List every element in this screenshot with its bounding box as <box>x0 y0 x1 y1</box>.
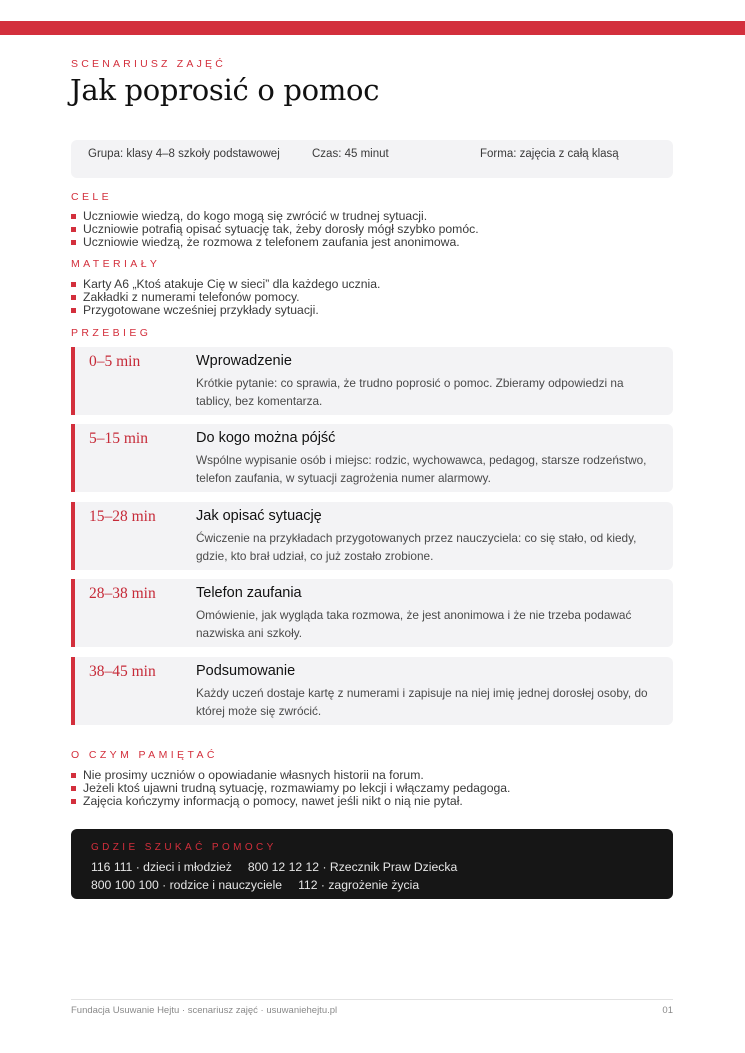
step-description: Każdy uczeń dostaje kartę z numerami i zapisuje na niej imię jednej dorosłej osoby, do której może się zwrócić. <box>196 686 648 718</box>
step-description: Wspólne wypisanie osób i miejsc: rodzic, wychowawca, pedagog, starsze rodzeństwo, telefon zaufania, w sytuacji zagrożenia numer alarmowy. <box>196 453 647 485</box>
meta-time: Czas: 45 minut <box>312 148 389 160</box>
course-label: PRZEBIEG <box>71 327 152 339</box>
lesson-meta-box <box>71 140 673 178</box>
help-line <box>91 860 457 874</box>
meta-form: Forma: zajęcia z całą klasą <box>480 148 619 160</box>
course-step <box>71 579 673 647</box>
help-line <box>91 878 419 892</box>
course-step <box>71 502 673 570</box>
materials-list <box>71 278 380 316</box>
step-time: 38–45 min <box>89 663 156 680</box>
page-number: 01 <box>662 1005 673 1016</box>
materials-label: MATERIAŁY <box>71 258 161 270</box>
step-time: 0–5 min <box>89 353 141 370</box>
list-item: Zakładki z numerami telefonów pomocy. <box>71 291 380 304</box>
footer-divider <box>71 999 673 1000</box>
list-item: Uczniowie wiedzą, że rozmowa z telefonem zaufania jest anonimowa. <box>71 236 479 249</box>
step-description: Ćwiczenie na przykładach przygotowanych przez nauczyciela: co się stało, od kiedy, gdzie, kto brał udział, co już zostało zrobione. <box>196 531 637 563</box>
help-contact: 800 100 100 · rodzice i nauczyciele <box>91 878 283 892</box>
list-item: Uczniowie wiedzą, do kogo mogą się zwrócić w trudnej sytuacji. <box>71 210 479 223</box>
help-contact: 112 · zagrożenie życia <box>298 878 420 892</box>
help-contact: 800 12 12 12 · Rzecznik Praw Dziecka <box>247 860 458 874</box>
list-item: Uczniowie potrafią opisać sytuację tak, żeby dorosły mógł szybko pomóc. <box>71 223 479 236</box>
goals-label: CELE <box>71 191 113 203</box>
step-description: Krótkie pytanie: co sprawia, że trudno poprosić o pomoc. Zbieramy odpowiedzi na tablicy, bez komentarza. <box>196 376 624 408</box>
step-description: Omówienie, jak wygląda taka rozmowa, że jest anonimowa i że nie trzeba podawać nazwiska ani szkoły. <box>196 608 632 640</box>
footer-source: Fundacja Usuwanie Hejtu · scenariusz zajęć · usuwaniehejtu.pl <box>71 1005 338 1016</box>
step-title: Telefon zaufania <box>196 585 302 601</box>
list-item: Jeżeli ktoś ujawni trudną sytuację, rozmawiamy po lekcji i włączamy pedagoga. <box>71 782 510 795</box>
help-contacts-box <box>71 829 673 899</box>
remember-label: O CZYM PAMIĘTAĆ <box>71 749 218 761</box>
help-label: GDZIE SZUKAĆ POMOCY <box>91 842 277 853</box>
step-title: Do kogo można pójść <box>196 430 336 446</box>
list-item: Nie prosimy uczniów o opowiadanie własnych historii na forum. <box>71 769 510 782</box>
document-eyebrow: SCENARIUSZ ZAJĘĆ <box>71 58 227 70</box>
step-time: 15–28 min <box>89 508 156 525</box>
course-step <box>71 424 673 492</box>
step-time: 5–15 min <box>89 430 148 447</box>
course-step <box>71 347 673 415</box>
step-title: Jak opisać sytuację <box>196 508 322 524</box>
help-contact: 116 111 · dzieci i młodzież <box>91 860 232 874</box>
list-item: Przygotowane wcześniej przykłady sytuacji. <box>71 304 380 317</box>
top-accent-bar <box>0 21 745 35</box>
step-time: 28–38 min <box>89 585 156 602</box>
list-item: Karty A6 „Ktoś atakuje Cię w sieci” dla każdego ucznia. <box>71 278 380 291</box>
remember-list <box>71 769 510 807</box>
list-item: Zajęcia kończymy informacją o pomocy, nawet jeśli nikt o nią nie pytał. <box>71 795 510 808</box>
page-title: Jak poprosić o pomoc <box>70 73 380 107</box>
step-title: Wprowadzenie <box>196 353 292 369</box>
course-step <box>71 657 673 725</box>
meta-group: Grupa: klasy 4–8 szkoły podstawowej <box>88 148 280 160</box>
step-title: Podsumowanie <box>196 663 296 679</box>
goals-list <box>71 210 479 248</box>
